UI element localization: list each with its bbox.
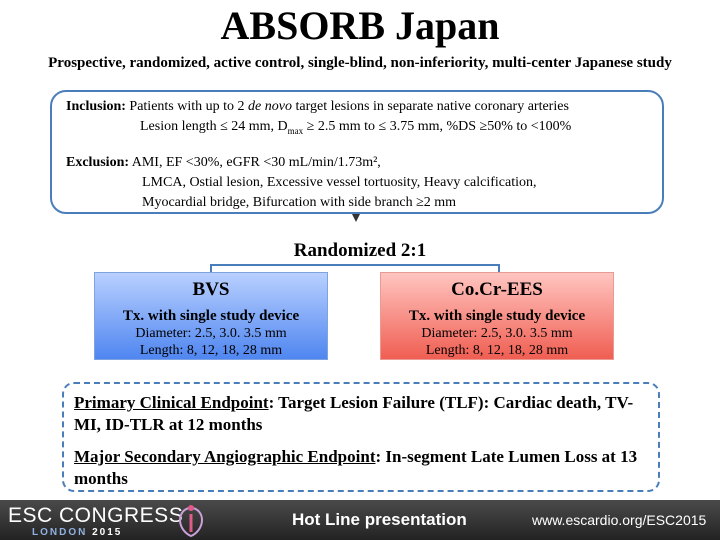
footer-bar [0, 500, 720, 540]
esc-emblem-icon [176, 502, 206, 538]
secondary-endpoint-label: Major Secondary Angiographic Endpoint [74, 447, 376, 466]
primary-endpoint [74, 392, 654, 436]
connector-right [498, 264, 500, 272]
dmax-subscript: max [287, 125, 304, 136]
inclusion-line-1 [66, 98, 569, 116]
primary-endpoint-text: : Target Lesion Failure (TLF): Cardiac death, TV-MI, ID-TLR at 12 months [74, 393, 634, 434]
city-name: LONDON [32, 527, 88, 538]
hot-line-presentation: Hot Line presentation [292, 510, 467, 529]
page-subtitle: Prospective, randomized, active control, single-blind, non-inferiority, multi-center Japanese study [48, 55, 672, 71]
arrow-down-icon [352, 214, 360, 222]
cocr-ees-arm-box [380, 272, 614, 360]
inclusion-text: Patients with up to 2 [129, 99, 245, 114]
exclusion-line-3: Myocardial bridge, Bifurcation with side branch ≥2 mm [142, 195, 457, 210]
arm-treatment: Tx. with single study device [122, 308, 300, 324]
congress-city [32, 527, 122, 538]
primary-endpoint-label: Primary Clinical Endpoint [74, 393, 269, 412]
exclusion-label: Exclusion: [66, 155, 130, 170]
criteria-box [50, 90, 664, 214]
website-link[interactable]: www.escardio.org/ESC2015 [532, 512, 707, 528]
randomization-connector [210, 264, 500, 266]
secondary-endpoint [74, 446, 654, 490]
page-title: ABSORB Japan [220, 3, 500, 48]
bvs-arm-box [94, 272, 328, 360]
arm-diameter: Diameter: 2.5, 3.0. 3.5 mm [421, 326, 573, 341]
secondary-endpoint-text: : In-segment Late Lumen Loss at 13 months [74, 447, 638, 488]
endpoints-box [62, 382, 660, 492]
arm-treatment: Tx. with single study device [408, 308, 586, 324]
exclusion-line-1 [66, 154, 381, 172]
exclusion-line-2: LMCA, Ostial lesion, Excessive vessel tortuosity, Heavy calcification, [142, 175, 537, 190]
lesion-length-text: Lesion length ≤ 24 mm, D [140, 119, 288, 134]
arm-length: Length: 8, 12, 18, 28 mm [139, 343, 283, 358]
arm-title: Co.Cr-EES [451, 279, 543, 300]
arm-title: BVS [192, 279, 230, 300]
inclusion-line-2 [140, 118, 571, 140]
exclusion-text-1: AMI, EF <30%, eGFR <30 mL/min/1.73m², [131, 155, 381, 170]
esc-congress-logo: ESC CONGRESS [8, 504, 184, 527]
diameter-range-text: ≥ 2.5 mm to ≤ 3.75 mm, %DS ≥50% to <100% [306, 119, 572, 134]
arm-length: Length: 8, 12, 18, 28 mm [425, 343, 569, 358]
inclusion-italic: de novo [248, 99, 292, 114]
inclusion-text-2: target lesions in separate native coronary arteries [295, 99, 569, 114]
randomized-label: Randomized 2:1 [293, 240, 427, 261]
inclusion-label: Inclusion: [66, 99, 126, 114]
congress-year: 2015 [92, 527, 123, 538]
arm-diameter: Diameter: 2.5, 3.0. 3.5 mm [135, 326, 287, 341]
connector-left [210, 264, 212, 272]
